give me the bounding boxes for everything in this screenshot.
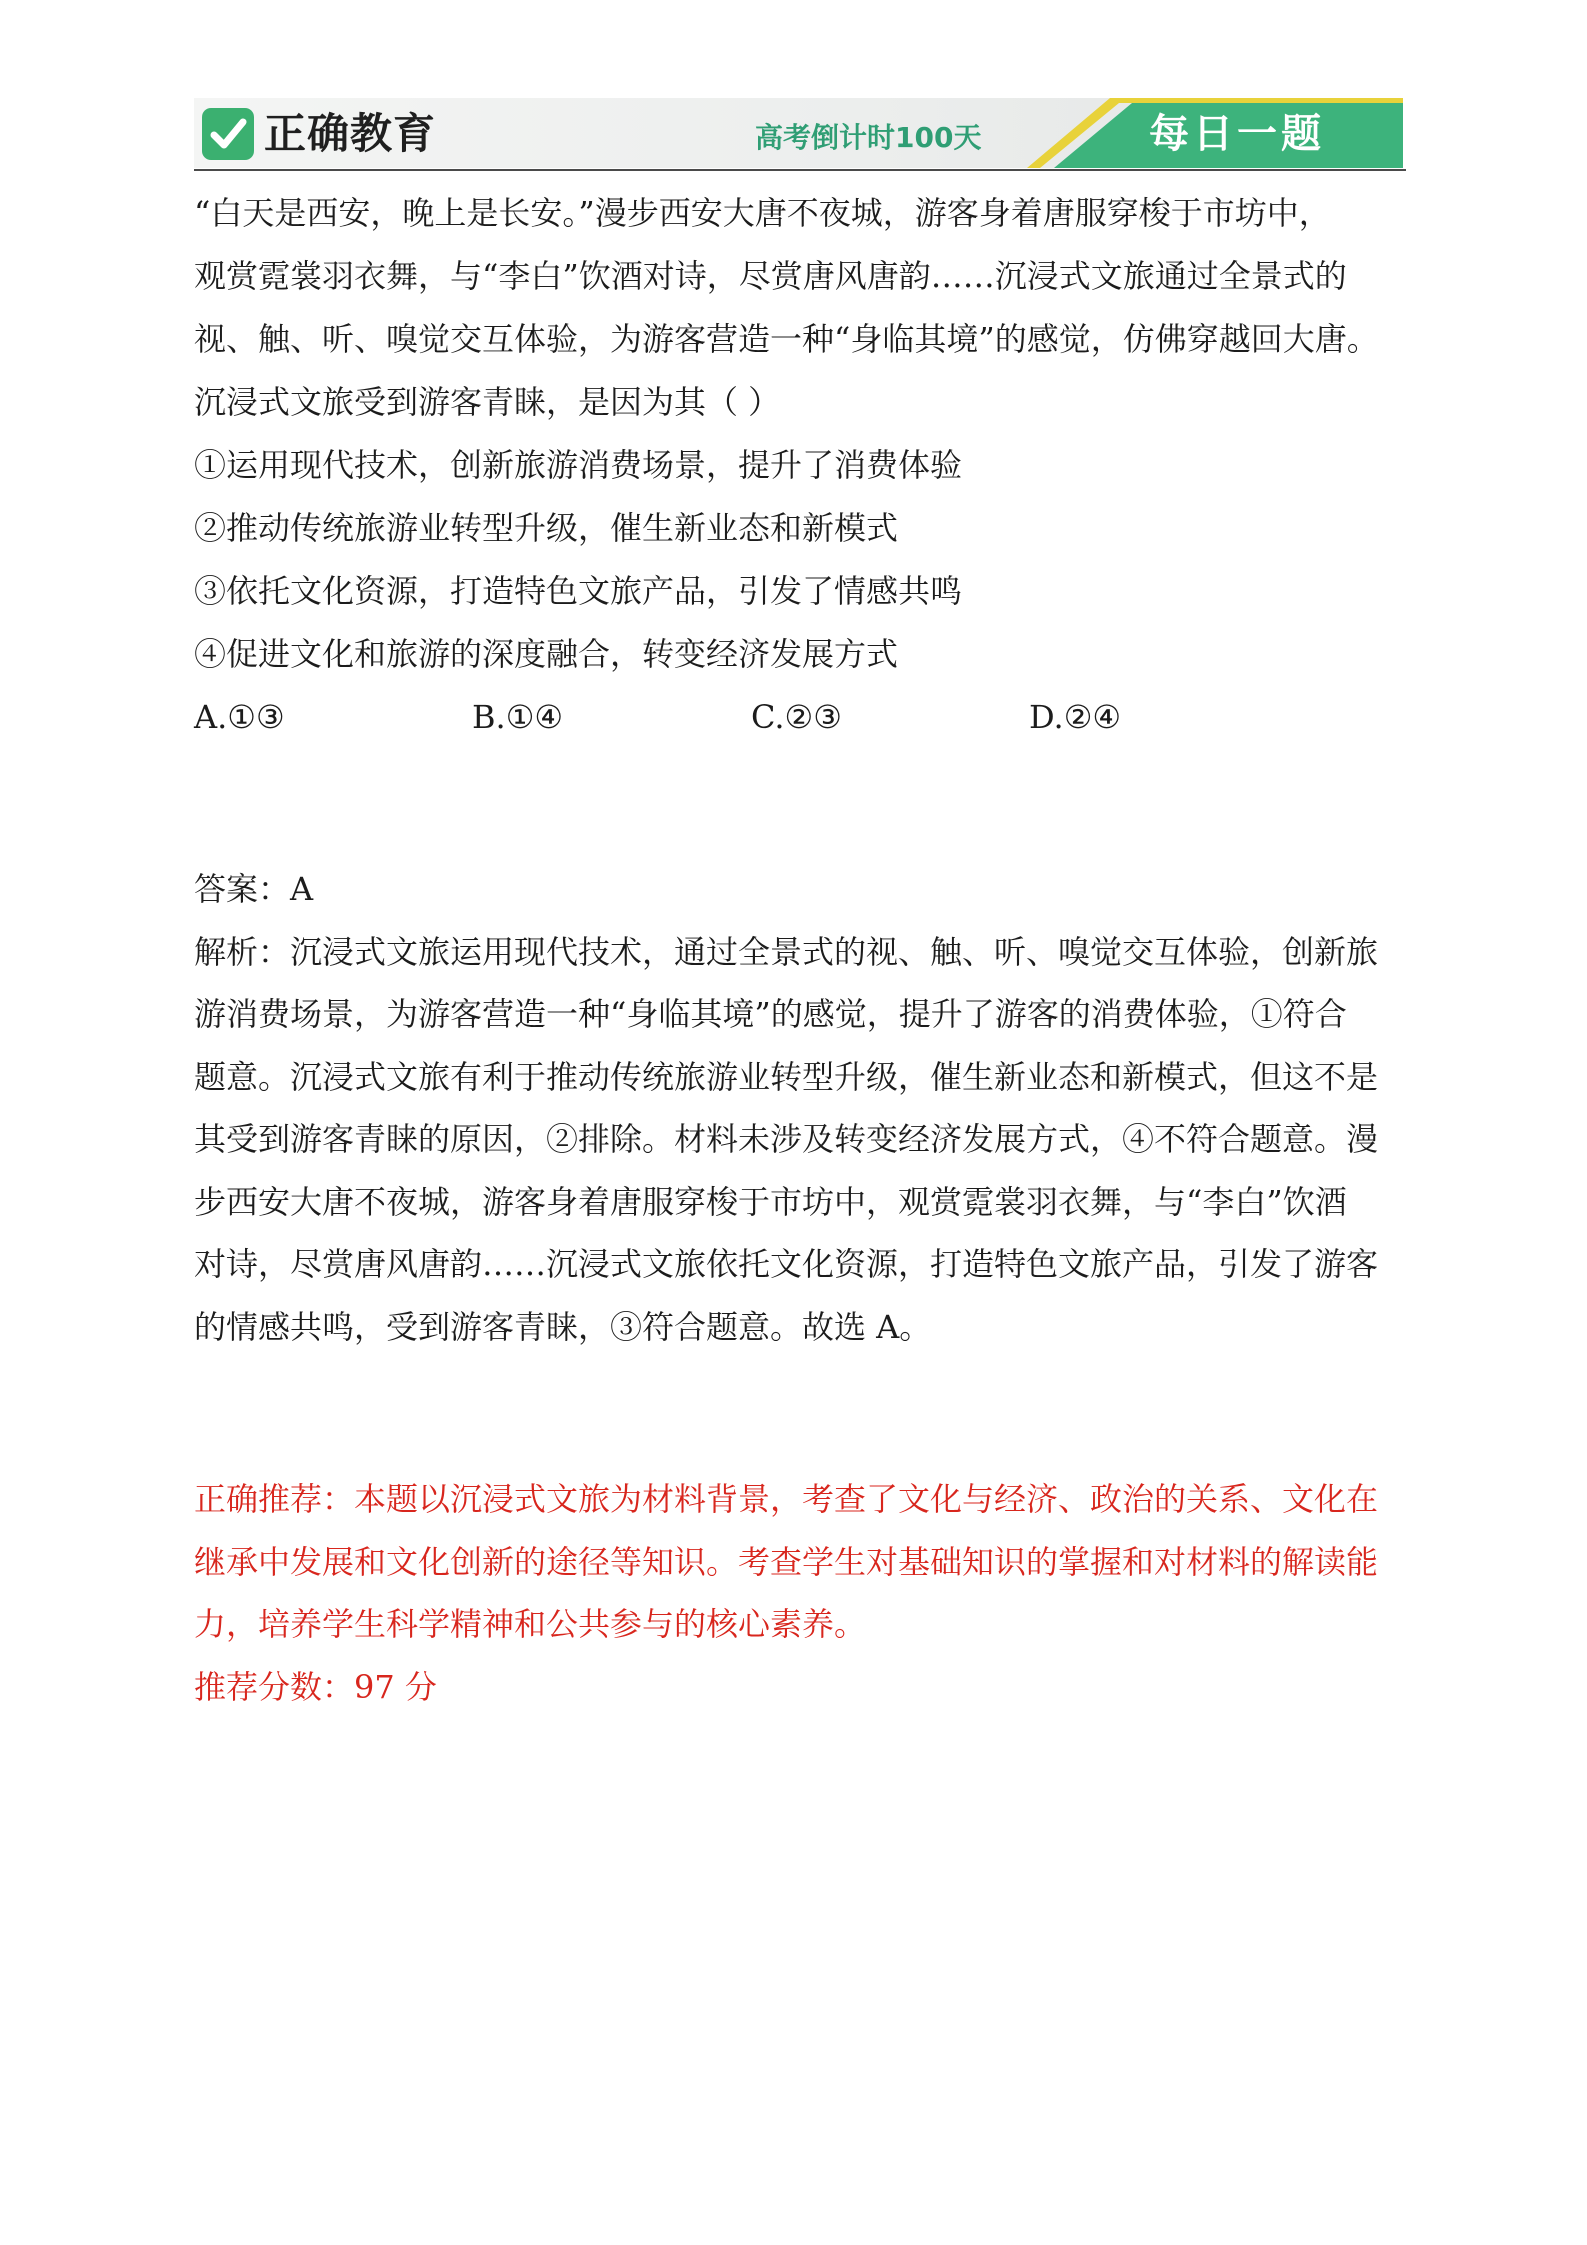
analysis-line: 题意。沉浸式文旅有利于推动传统旅游业转型升级，催生新业态和新模式，但这不是 (194, 1057, 1379, 1096)
statement-4: ④促进文化和旅游的深度融合，转变经济发展方式 (194, 635, 899, 673)
option-b: B.①④ (472, 698, 564, 736)
question-section (194, 182, 1494, 749)
analysis-line: 其受到游客青睐的原因，②排除。材料未涉及转变经济发展方式，④不符合题意。漫 (194, 1120, 1379, 1158)
question-prompt-line: 沉浸式文旅受到游客青睐，是因为其（ ） (194, 383, 781, 421)
analysis-line: 游消费场景，为游客营造一种“身临其境”的感觉，提升了游客的消费体验，①符合 (194, 995, 1347, 1033)
question-stem-line: 视、触、听、嗅觉交互体验，为游客营造一种“身临其境”的感觉，仿佛穿越回大唐。 (194, 320, 1379, 358)
logo-text: 正确教育 (264, 109, 437, 158)
check-logo-icon (202, 108, 254, 160)
question-stem-line: 观赏霓裳羽衣舞，与“李白”饮酒对诗，尽赏唐风唐韵……沉浸式文旅通过全景式的 (194, 257, 1347, 295)
option-a: A.①③ (194, 698, 285, 736)
header-divider (194, 169, 1406, 171)
recommendation-line: 力，培养学生科学精神和公共参与的核心素养。 (194, 1605, 867, 1643)
analysis-line: 步西安大唐不夜城，游客身着唐服穿梭于市坊中，观赏霓裳羽衣舞，与“李白”饮酒 (194, 1182, 1347, 1221)
daily-question-label: 每日一题 (1149, 111, 1325, 157)
analysis-line: 解析：沉浸式文旅运用现代技术，通过全景式的视、触、听、嗅觉交互体验，创新旅 (194, 932, 1379, 971)
analysis-line: 的情感共鸣，受到游客青睐，③符合题意。故选 A。 (194, 1307, 932, 1346)
option-d: D.②④ (1029, 698, 1122, 736)
statement-1: ①运用现代技术，创新旅游消费场景，提升了消费体验 (194, 446, 963, 484)
recommendation-line: 正确推荐：本题以沉浸式文旅为材料背景，考查了文化与经济、政治的关系、文化在 (194, 1480, 1379, 1518)
statement-2: ②推动传统旅游业转型升级，催生新业态和新模式 (194, 509, 899, 547)
answer-line: 答案：A (194, 870, 314, 908)
statement-3: ③依托文化资源，打造特色文旅产品，引发了情感共鸣 (194, 572, 963, 610)
analysis-line: 对诗，尽赏唐风唐韵……沉浸式文旅依托文化资源，打造特色文旅产品，引发了游客 (194, 1245, 1379, 1283)
answer-section (194, 858, 1494, 1358)
answer-options (194, 686, 1494, 749)
header-banner (194, 98, 1403, 168)
recommendation-line: 继承中发展和文化创新的途径等知识。考查学生对基础知识的掌握和对材料的解读能 (194, 1542, 1379, 1581)
option-c: C.②③ (751, 698, 842, 736)
question-stem-line: “白天是西安，晚上是长安。”漫步西安大唐不夜城，游客身着唐服穿梭于市坊中， (194, 194, 1331, 232)
recommendation-score: 推荐分数：97 分 (194, 1667, 437, 1706)
countdown-label: 高考倒计时100天 (755, 121, 982, 154)
recommendation-section (194, 1468, 1494, 1718)
